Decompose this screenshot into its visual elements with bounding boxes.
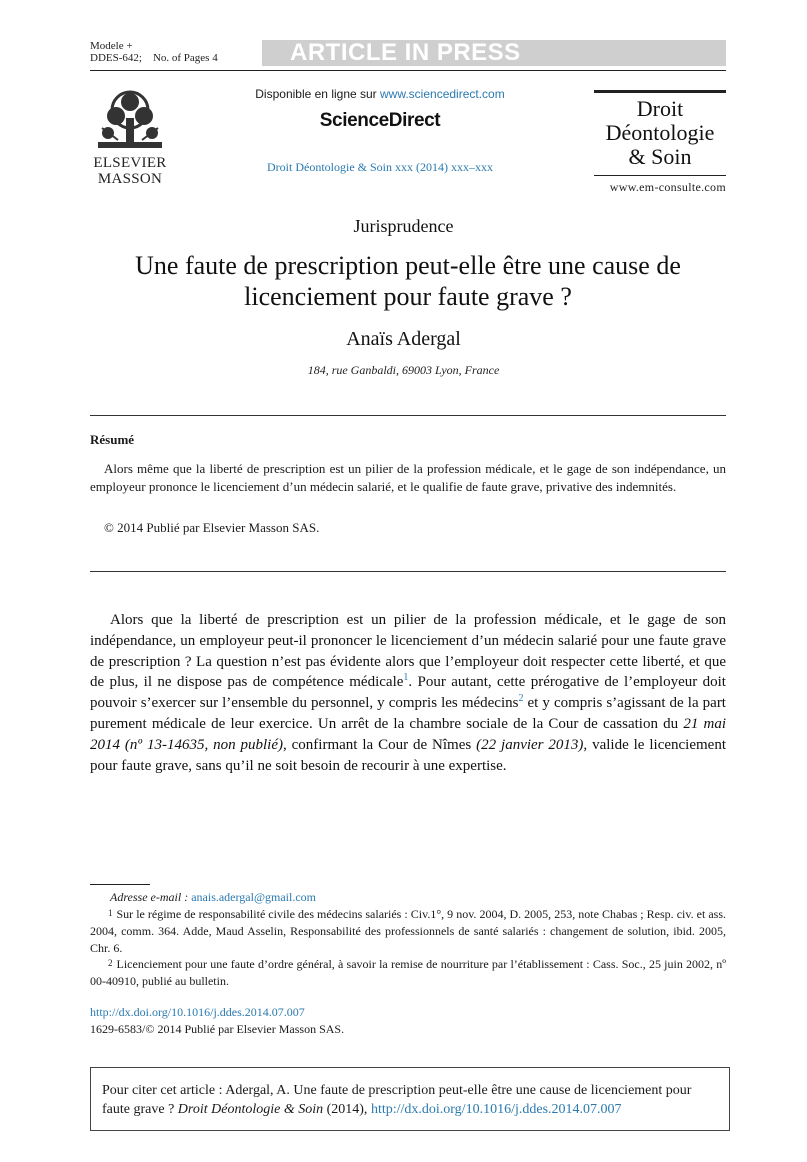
abstract-text: Alors même que la liberté de prescription est un pilier de la profession médicale, et le gage de son indépendance, un employeur prononce le licenciement d’un médecin salarié, et le qualifie de faute grave, privative des indemnités. [90, 461, 726, 494]
resume-heading: Résumé [90, 432, 135, 447]
section-label: Jurisprudence [353, 216, 454, 236]
issn-copyright: 1629-6583/© 2014 Publié par Elsevier Masson SAS. [90, 1022, 345, 1036]
footnote-ref-1[interactable]: 1 [403, 672, 409, 684]
email-label: Adresse e-mail : [110, 890, 189, 904]
journal-name-line-1: Droit [636, 96, 684, 121]
footnote-2 [90, 956, 726, 990]
abstract-copyright: © 2014 Publié par Elsevier Masson SAS. [104, 520, 320, 535]
meta-line-1: Modele + [90, 40, 133, 52]
footnote-2-number: 2 [108, 958, 113, 968]
abstract-bottom-rule [90, 571, 726, 572]
footnote-1-text: Sur le régime de responsabilité civile des médecins salariés : Civ.1°, 9 nov. 2004, D. 2005, 253, note Chabas ; Resp. civ. et ass. 2004, comm. 364. Adde, Maud Asselin, Responsabilité des professionnels de santé salariés : changement de solution, ibid. 2005, Chr. 6. [90, 907, 726, 955]
abstract-top-rule [90, 415, 726, 416]
body-part-4: , confirmant la Cour de Nîmes [283, 736, 477, 753]
journal-name-line-3: & Soin [628, 144, 692, 169]
footnote-ref-2[interactable]: 2 [518, 693, 524, 705]
body-part-2: . Pour autant, cette prérogative de l’employeur doit pouvoir s’exercer sur l’ensemble du personnel, y compris les médecins [90, 674, 726, 712]
meta-line-2: DDES-642; No. of Pages 4 [90, 52, 218, 64]
body-part-1: Alors que la liberté de prescription est un pilier de la profession médicale, et le gage de son indépendance, un employeur peut-il prononcer le licenciement d’un médecin salarié pour une faute grave de prescription ? La question n’est pas évidente alors que l’employeur doit respecter cette liberté, et que de plus, il ne dispose pas de compétence médicale [90, 612, 726, 691]
email-line [110, 890, 316, 905]
citation-year: (2014), [323, 1102, 371, 1117]
citation-box [90, 1067, 730, 1131]
body-citation-date: 21 mai 2014 (nº 13-14635, non publié) [90, 715, 726, 753]
doi-link[interactable]: http://dx.doi.org/10.1016/j.ddes.2014.07.007 [90, 1005, 305, 1019]
footnote-1 [90, 906, 726, 957]
footnote-1-number: 1 [108, 908, 113, 918]
author-affiliation: 184, rue Ganbaldi, 69003 Lyon, France [307, 363, 500, 377]
email-link[interactable]: anais.adergal@gmail.com [191, 890, 316, 904]
citation-prefix: Pour citer cet article : Adergal, A. Une faute de prescription peut-elle être une cause de licenciement pour faute grave ? [102, 1083, 692, 1117]
footnote-rule [90, 884, 150, 885]
body-part-3: et y compris s’agissant de la part purement médicale de leur exercice. Un arrêt de la chambre sociale de la Cour de cassation du [90, 695, 726, 732]
header-divider [90, 70, 726, 71]
footnote-2-text: Licenciement pour une faute d’ordre général, à savoir la remise de nourriture par l’établissement : Cass. Soc., 25 juin 2002, nº 00-40910, publié au bulletin. [90, 957, 726, 988]
publisher-line-2: MASSON [97, 171, 163, 187]
journal-logo-box [594, 90, 726, 176]
platform-name: ScienceDirect [319, 110, 441, 131]
journal-site: www.em-consulte.com [609, 180, 726, 194]
article-title: Une faute de prescription peut-elle être une cause de licenciement pour faute grave ? [135, 251, 681, 311]
journal-reference[interactable]: Droit Déontologie & Soin xxx (2014) xxx–xxx [267, 160, 493, 174]
publisher-line-1: ELSEVIER [93, 155, 167, 171]
sciencedirect-link[interactable]: www.sciencedirect.com [380, 87, 505, 101]
citation-journal: Droit Déontologie & Soin [177, 1102, 324, 1117]
body-part-5: , valide le licenciement pour faute grave, sans qu’il ne soit besoin de recourir à une expertise. [90, 736, 726, 774]
body-citation-nimes: (22 janvier 2013) [476, 736, 584, 753]
available-online [180, 87, 580, 101]
publisher-wordmark [90, 155, 170, 187]
author-name: Anaïs Adergal [346, 328, 461, 350]
body-paragraph [90, 610, 726, 776]
citation-doi-link[interactable]: http://dx.doi.org/10.1016/j.ddes.2014.07.007 [370, 1102, 622, 1117]
available-prefix: Disponible en ligne sur [255, 87, 377, 101]
journal-name-line-2: Déontologie [605, 120, 715, 145]
article-in-press-banner: ARTICLE IN PRESS [262, 40, 726, 66]
article-meta [90, 40, 218, 64]
